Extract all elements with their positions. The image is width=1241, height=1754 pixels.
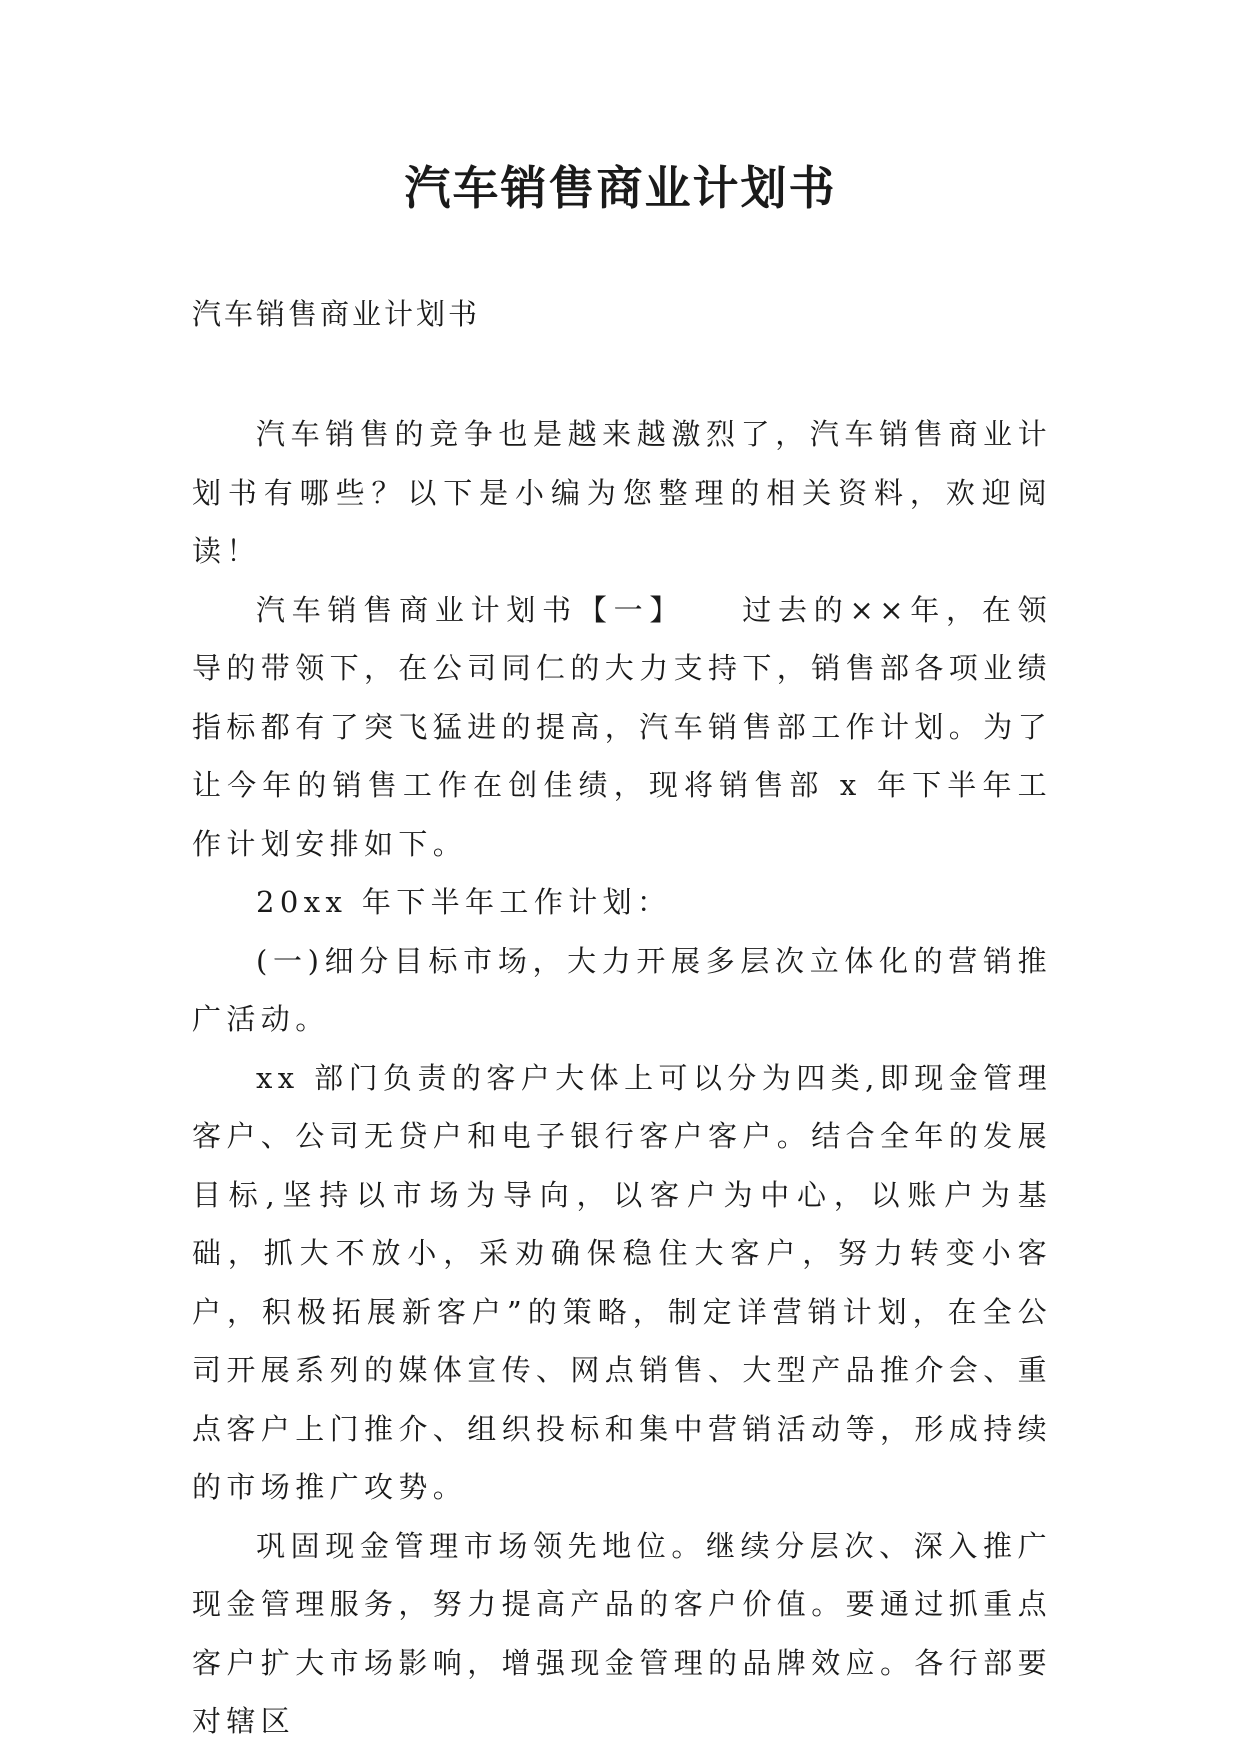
document-body <box>192 405 1052 1751</box>
paragraph-half-year-plan: 20xx 年下半年工作计划： <box>256 885 672 919</box>
paragraph-customers: xx 部门负责的客户大体上可以分为四类,即现金管理客户、公司无贷户和电子银行客户客户。结合全年的发展目标,坚持以市场为导向，以客户为中心，以账户为基础，抓大不放小，采劝确保稳住大客户，努力转变小客户，积极拓展新客户”的策略，制定详营销计划，在全公司开展系列的媒体宣传、网点销售、大型产品推介会、重点客户上门推介、组织投标和集中营销活动等，形成持续的市场推广攻势。 <box>192 1060 1053 1504</box>
document-subtitle: 汽车销售商业计划书 <box>192 297 481 331</box>
paragraph-cash-management: 巩固现金管理市场领先地位。继续分层次、深入推广现金管理服务，努力提高产品的客户价值。要通过抓重点客户扩大市场影响，增强现金管理的品牌效应。各行部要对辖区 <box>192 1528 1053 1738</box>
paragraph-plan-one: 汽车销售商业计划书【一】 过去的××年，在领导的带领下，在公司同仁的大力支持下，销售部各项业绩指标都有了突飞猛进的提高，汽车销售部工作计划。为了让今年的销售工作在创佳绩，现将销售部 x 年下半年工作计划安排如下。 <box>192 592 1053 861</box>
document-title: 汽车销售商业计划书 <box>404 161 837 215</box>
paragraph-intro: 汽车销售的竞争也是越来越激烈了，汽车销售商业计划书有哪些？以下是小编为您整理的相关资料，欢迎阅读！ <box>192 417 1052 568</box>
paragraph-section-one: (一)细分目标市场，大力开展多层次立体化的营销推广活动。 <box>192 943 1052 1036</box>
